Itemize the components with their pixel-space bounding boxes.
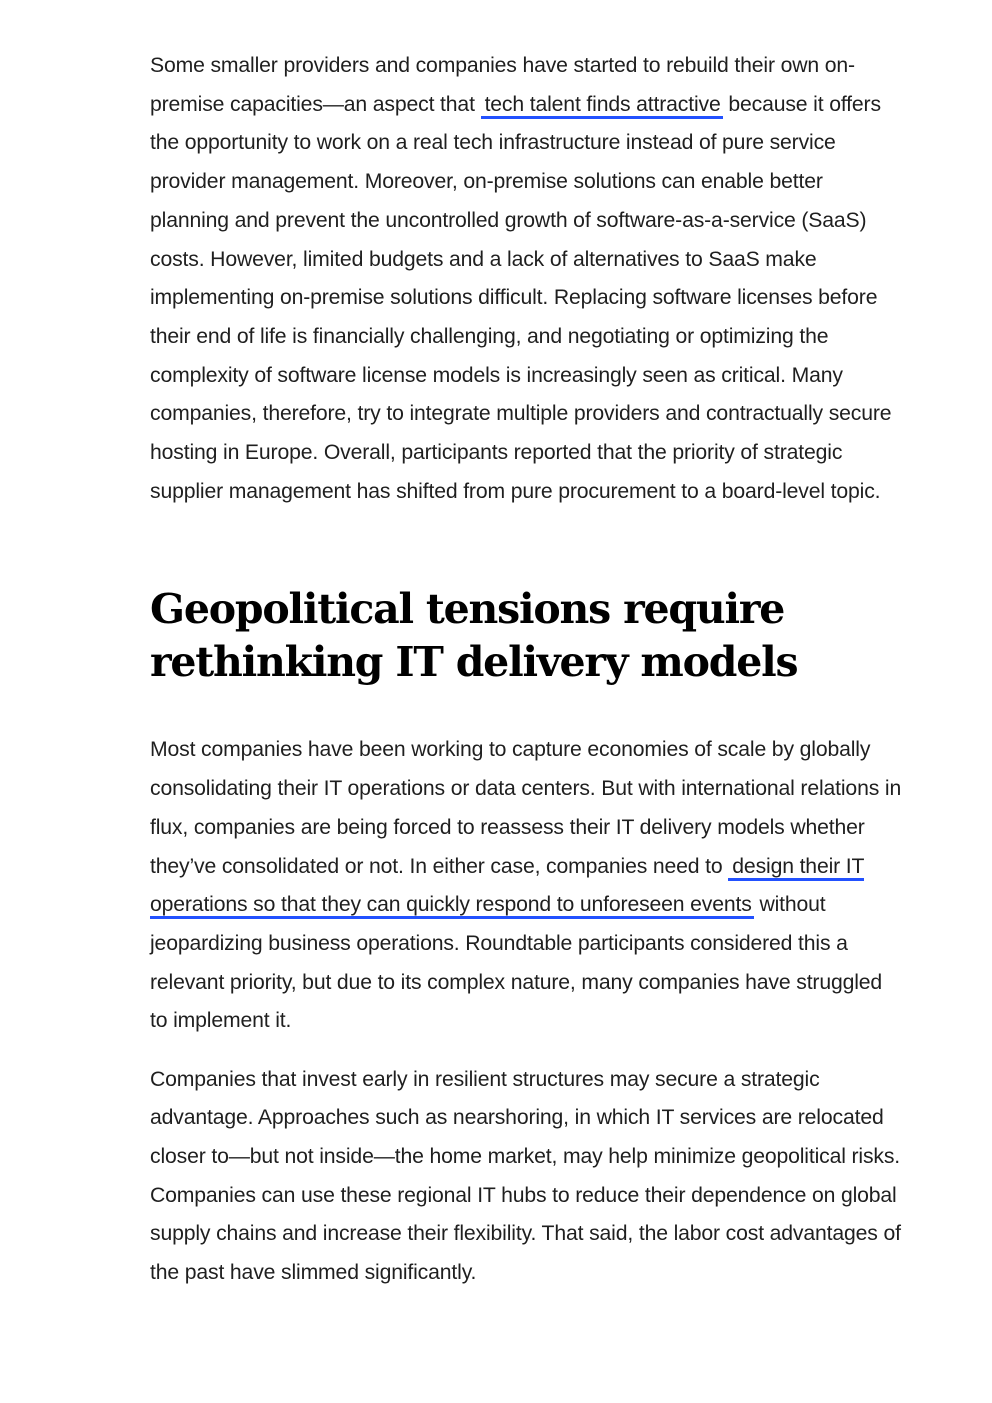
paragraph-supplier-management <box>150 47 902 511</box>
paragraph-resilient-structures: Companies that invest early in resilient structures may secure a strategic advantage. Approaches such as nearshoring, in which IT services are relocated closer to—but not inside—the home market, may help minimize geopolitical risks. Companies can use these regional IT hubs to reduce their dependence on global supply chains and increase their flexibility. That said, the labor cost advantages of the past have slimmed significantly. <box>150 1067 901 1285</box>
link-tech-talent-finds-attractive[interactable]: tech talent finds attractive <box>481 93 723 119</box>
paragraph-text: Most companies have been working to capture economies of scale by globally consolidating their IT operations or data centers. But with international relations in flux, companies are being forced to reassess their IT delivery models whether they’ve consolidated or not. In either case, companies need to <box>150 738 902 878</box>
paragraph-text: without jeopardizing business operations. Roundtable participants considered this a relevant priority, but due to its complex nature, many companies have struggled to implement it. <box>150 893 883 1033</box>
section-heading: Geopolitical tensions require rethinking IT delivery models <box>150 585 798 687</box>
paragraph-text: Some smaller providers and companies have started to rebuild their own on-premise capacities—an aspect that <box>150 54 855 116</box>
paragraph-it-delivery-models <box>150 731 902 1041</box>
link-design-it-operations[interactable]: design their IT operations so that they can quickly respond to unforeseen events <box>150 855 864 920</box>
article-body <box>150 47 902 1293</box>
paragraph-text: because it offers the opportunity to work on a real tech infrastructure instead of pure service provider management. Moreover, on-premise solutions can enable better planning and prevent the uncontrolled growth of software-as-a-service (SaaS) costs. However, limited budgets and a lack of alternatives to SaaS make implementing on-premise solutions difficult. Replacing software licenses before their end of life is financially challenging, and negotiating or optimizing the complexity of software license models is increasingly seen as critical. Many companies, therefore, try to integrate multiple providers and contractually secure hosting in Europe. Overall, participants reported that the priority of strategic supplier management has shifted from pure procurement to a board-level topic. <box>150 92 892 503</box>
